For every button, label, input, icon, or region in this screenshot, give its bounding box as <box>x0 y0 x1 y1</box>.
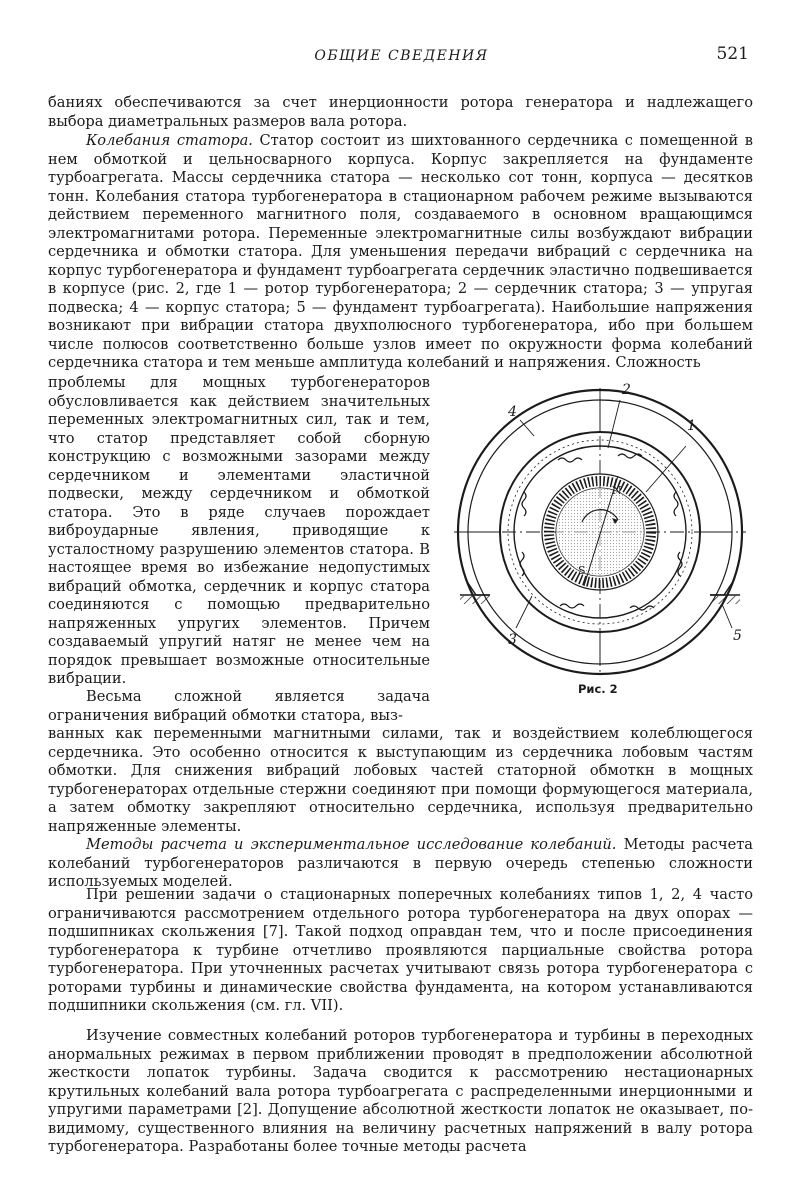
paragraph-stator-vibrations <box>48 132 753 373</box>
paragraph-stationary: При решении задачи о стационарных поперечных колебаниях типов 1, 2, 4 часто ограничиваются рассмотрением отдельного ротора турбогенератора на двух опорах — подшипниках скольжения [7]. Такой подход оправдан тем, что и после присоединения турбогенератора к турбине отчетливо проявляются парциальные свойства ротора турбогенератора. При уточненных расчетах учитывают связь ротора турбогенератора с роторами турбины и динамические свойства фундамента, на котором устанавливаются подшипники скольжения (см. гл. VII). <box>48 886 753 1014</box>
paragraph-stator-wrap: проблемы для мощных турбогенераторов обусловливается как действием значительных переменных электромагнитных сил, так и тем, что статор представляет собой сборную конструкцию с возможными зазорами между сердечником и элементами эластичной подвески, между сердечником и обмоткой статора. Это в ряде случаев порождает виброударные явления, приводящие к усталостному разрушению элементов статора. В настоящее время во избежание недопустимых вибраций обмотка, сердечник и корпус статора соединяются с помощью предварительно напряженных упругих элементов. Причем создаваемый упругий натяг не менее чем на порядок превышает возможные относительные вибрации. <box>48 374 430 687</box>
figure-label-3: 3 <box>508 632 517 648</box>
paragraph-winding-narrow: Весьма сложной является задача ограничения вибраций обмотки статора, выз- <box>48 688 430 724</box>
stator-diagram <box>450 380 760 680</box>
page-header <box>0 44 803 70</box>
paragraph-winding-full: ванных как переменными магнитными силами, так и воздействием колеблющегося сердечника. Это особенно относится к выступающим из сердечника лобовым частям обмотки. Для снижения вибраций лобовых частей статорной обмоткн в мощных турбогенераторах отдельные стержни соединяют при помощи формующегося материала, а затем обмотку закрепляют относительно сердечника, используя предварительно напряженные элементы. <box>48 725 753 835</box>
pole-label-n: N <box>612 484 622 497</box>
leader-line-3 <box>516 596 532 628</box>
figure-stator-diagram <box>450 380 760 700</box>
figure-label-1: 1 <box>687 418 696 434</box>
figure-label-2: 2 <box>622 382 631 398</box>
paragraph-stator-body: Статор состоит из шихтованного сердечника с помещенной в нем обмоткой и цельносварного корпуса. Корпус закрепляется на фундаменте турбоагрегата. Массы сердечника статора — несколько сот тонн, корпуса — десятков тонн. Колебания статора турбогенератора в стационарном рабочем режиме вызываются действием переменного магнитного поля, создаваемого в основном вращающимся электромагнитами ротора. Переменные электромагнитные силы возбуждают вибрации сердечника и обмотки статора. Для уменьшения передачи вибраций с сердечника на корпус турбогенератора и фундамент турбоагрегата сердечник эластично подвешивается в корпусе (рис. 2, где 1 — ротор турбогенератора; 2 — сердечник статора; 3 — упругая подвеска; 4 — корпус статора; 5 — фундамент турбоагрегата). Наибольшие напряжения возникают при вибрации статора двухполюсного турбогенератора, ибо при большем числе полюсов соответственно больше узлов имеет по окружности форма колебаний сердечника статора и тем меньше амплитуда колебаний и напряжения. Сложность <box>48 132 753 371</box>
page-number: 521 <box>716 44 749 64</box>
paragraph-methods-body: Методы расчета колебаний турбогенераторов различаются в первую очередь степенью сложности используемых моделей. <box>48 836 754 890</box>
running-title: ОБЩИЕ СВЕДЕНИЯ <box>314 48 489 64</box>
paragraph-joint-vibrations: Изучение совместных колебаний роторов турбогенератора и турбины в переходных анормальных режимах в первом приближении проводят в предположении абсолютной жесткости лопаток турбины. Задача сводится к рассмотрению нестационарных крутильных колебаний вала ротора турбоагрегата с распределенными инерционными и упругими параметрами [2]. Допущение абсолютной жесткости лопаток не оказывает, по-видимому, существенного влияния на величину расчетных напряжений в валу ротора турбогенератора. Разработаны более точные методы расчета <box>48 1027 753 1155</box>
leader-line-1 <box>646 446 686 492</box>
paragraph-methods <box>48 836 753 892</box>
foundation-right <box>710 596 740 604</box>
figure-caption: Рис. 2 <box>578 682 618 696</box>
foundation-left <box>460 596 490 604</box>
paragraph-continued: баниях обеспечиваются за счет инерционности ротора генератора и надлежащего выбора диаметральных размеров вала ротора. <box>48 94 753 130</box>
leader-line-5 <box>722 604 732 628</box>
section-heading-methods: Методы расчета и экспериментальное исследование колебаний. <box>86 836 617 853</box>
section-heading-stator: Колебания статора. <box>86 132 253 149</box>
figure-label-5: 5 <box>733 628 742 644</box>
figure-label-4: 4 <box>508 404 517 420</box>
pole-label-s: S <box>578 564 586 577</box>
